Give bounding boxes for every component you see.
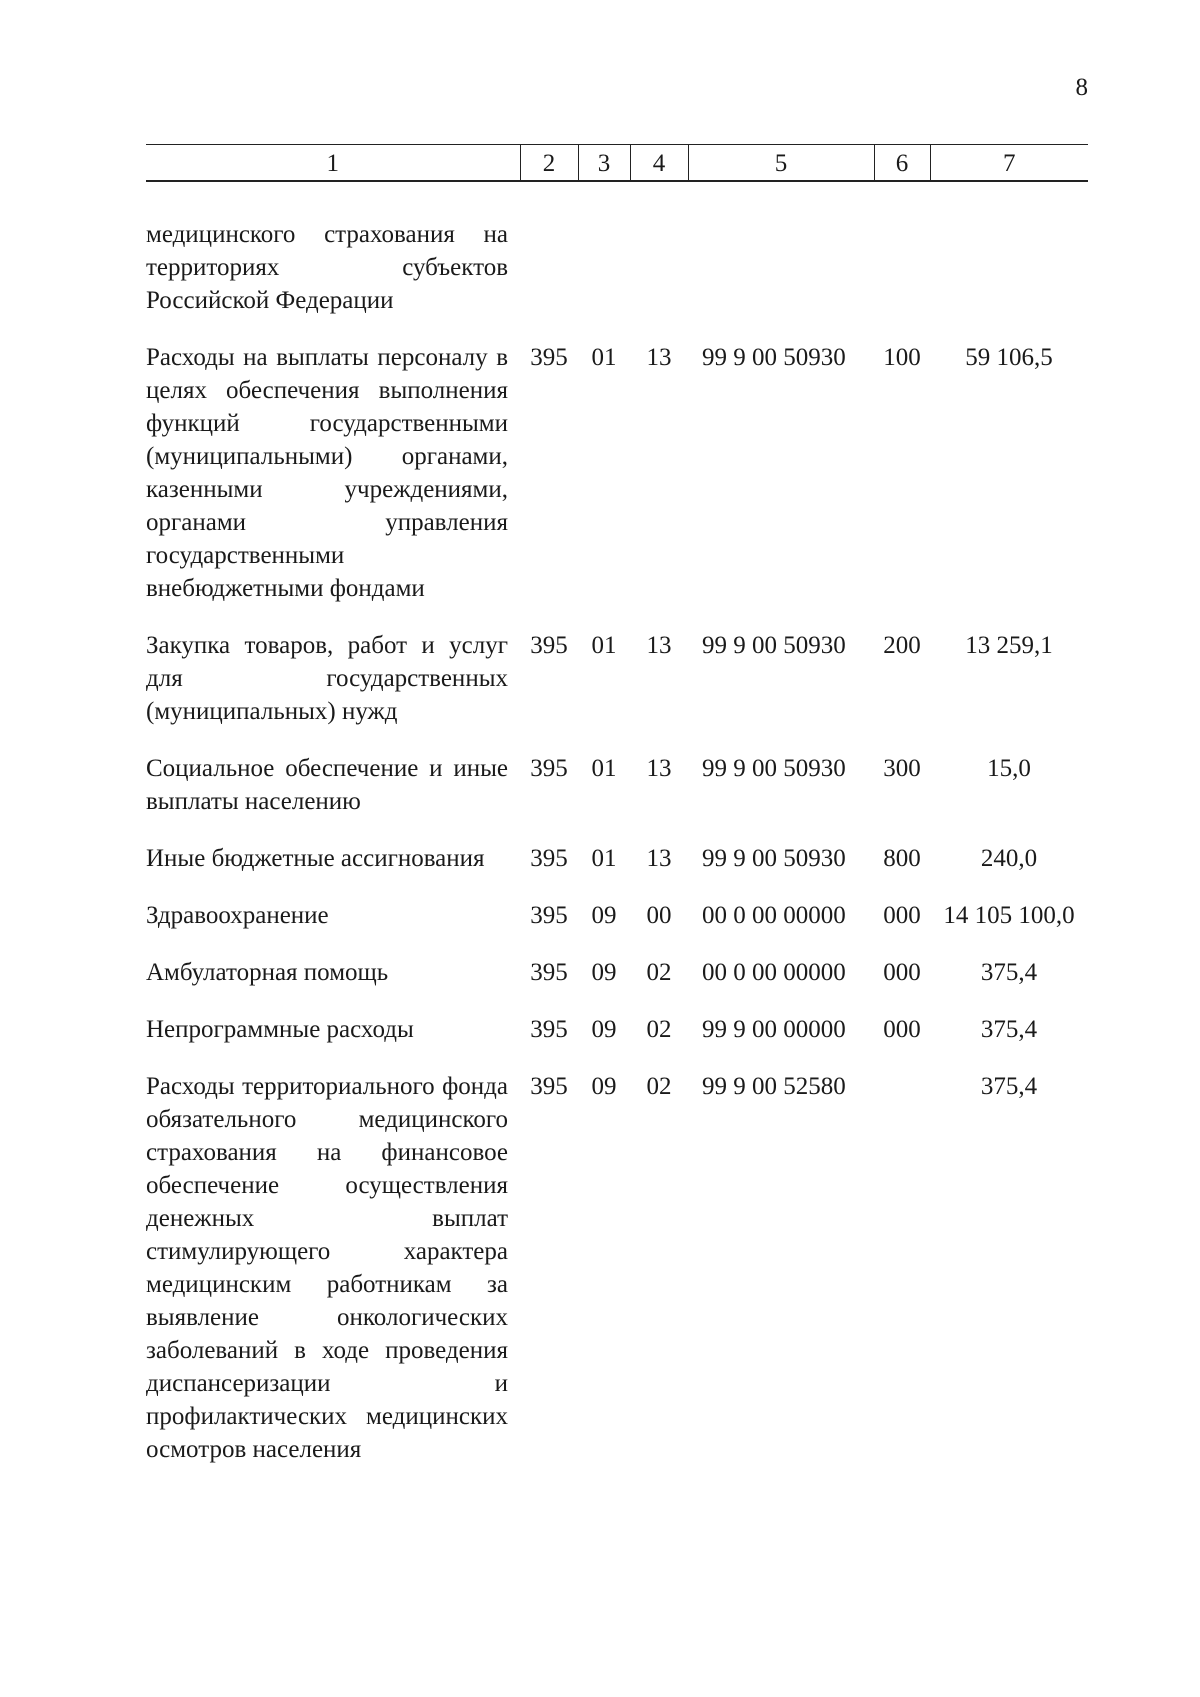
budget-table (146, 144, 1088, 1466)
row-code-6: 300 (883, 755, 921, 782)
row-code-3: 09 (591, 1016, 617, 1043)
row-code-4: 02 (646, 959, 672, 986)
row-code-2: 395 (530, 902, 568, 929)
column-header-6: 6 (874, 145, 930, 182)
row-amount: 375,4 (980, 959, 1038, 986)
row-name: Расходы на выплаты персоналу в целях обеспечения выполнения функций государственными (муниципальными) органами, казенными учреждениями, органами управления государственными внебюджетными фондами (146, 344, 508, 602)
column-header-4: 4 (630, 145, 688, 182)
row-code-6: 200 (883, 632, 921, 659)
column-header-2: 2 (520, 145, 578, 182)
row-code-3: 09 (591, 959, 617, 986)
table-row (146, 629, 1088, 752)
row-code-5 (688, 218, 874, 341)
row-code-6 (874, 218, 930, 341)
table-row (146, 341, 1088, 629)
row-code-3: 01 (591, 344, 617, 371)
row-code-3: 01 (591, 845, 617, 872)
row-code-3: 01 (591, 755, 617, 782)
row-code-6: 000 (883, 1016, 921, 1043)
row-code-3 (578, 218, 630, 341)
row-amount: 375,4 (980, 1073, 1038, 1100)
row-code-4: 02 (646, 1016, 672, 1043)
row-code-2: 395 (530, 1016, 568, 1043)
row-name: Амбулаторная помощь (146, 959, 389, 986)
column-header-7: 7 (930, 145, 1088, 182)
row-code-5: 99 9 00 50930 (702, 632, 846, 659)
row-name: Закупка товаров, работ и услуг для государственных (муниципальных) нужд (146, 632, 508, 725)
row-name: Непрограммные расходы (146, 1016, 414, 1043)
table-row (146, 218, 1088, 341)
row-code-5: 99 9 00 50930 (702, 845, 846, 872)
row-name: Иные бюджетные ассигнования (146, 845, 485, 872)
table-header-row (146, 145, 1088, 182)
row-code-4: 02 (646, 1073, 672, 1100)
row-code-5: 99 9 00 52580 (702, 1073, 846, 1100)
row-amount (930, 218, 1088, 341)
row-code-4: 13 (646, 632, 672, 659)
row-amount: 375,4 (980, 1016, 1038, 1043)
row-code-4 (630, 218, 688, 341)
row-amount: 15,0 (987, 755, 1031, 782)
row-name: медицинского страхования на территориях субъектов Российской Федерации (146, 221, 508, 314)
row-name: Расходы территориального фонда обязательного медицинского страхования на финансовое обеспечение осуществления денежных выплат стимулирующего характера медицинским работникам за выявление онкологических заболеваний в ходе проведения диспансеризации и профилактических медицинских осмотров населения (146, 1073, 508, 1463)
column-header-5: 5 (688, 145, 874, 182)
table-row (146, 956, 1088, 1013)
table-row (146, 842, 1088, 899)
row-code-5: 00 0 00 00000 (702, 959, 846, 986)
table-row (146, 899, 1088, 956)
row-code-6: 000 (883, 959, 921, 986)
row-code-6: 100 (883, 344, 921, 371)
row-code-4: 13 (646, 845, 672, 872)
row-code-3: 09 (591, 902, 617, 929)
table-row (146, 1013, 1088, 1070)
column-header-3: 3 (578, 145, 630, 182)
row-code-6: 000 (883, 902, 921, 929)
row-code-2: 395 (530, 344, 568, 371)
row-code-5: 99 9 00 50930 (702, 344, 846, 371)
column-header-1: 1 (146, 145, 520, 182)
table-row (146, 752, 1088, 842)
row-name: Социальное обеспечение и иные выплаты населению (146, 755, 508, 815)
row-code-5: 99 9 00 50930 (702, 755, 846, 782)
row-code-6: 800 (883, 845, 921, 872)
row-code-6 (874, 1070, 930, 1466)
row-code-2 (520, 218, 578, 341)
row-code-3: 01 (591, 632, 617, 659)
row-amount: 14 105 100,0 (943, 902, 1075, 929)
row-code-4: 00 (646, 902, 672, 929)
row-code-5: 00 0 00 00000 (702, 902, 846, 929)
row-code-2: 395 (530, 845, 568, 872)
row-code-2: 395 (530, 959, 568, 986)
row-code-4: 13 (646, 755, 672, 782)
row-amount: 13 259,1 (965, 632, 1053, 659)
row-amount: 59 106,5 (965, 344, 1053, 371)
row-code-4: 13 (646, 344, 672, 371)
table-row (146, 1070, 1088, 1466)
page-number: 8 (1075, 74, 1088, 101)
row-code-2: 395 (530, 755, 568, 782)
row-code-2: 395 (530, 632, 568, 659)
row-code-3: 09 (591, 1073, 617, 1100)
row-code-2: 395 (530, 1073, 568, 1100)
row-code-5: 99 9 00 00000 (702, 1016, 846, 1043)
row-amount: 240,0 (980, 845, 1038, 872)
row-name: Здравоохранение (146, 902, 329, 929)
